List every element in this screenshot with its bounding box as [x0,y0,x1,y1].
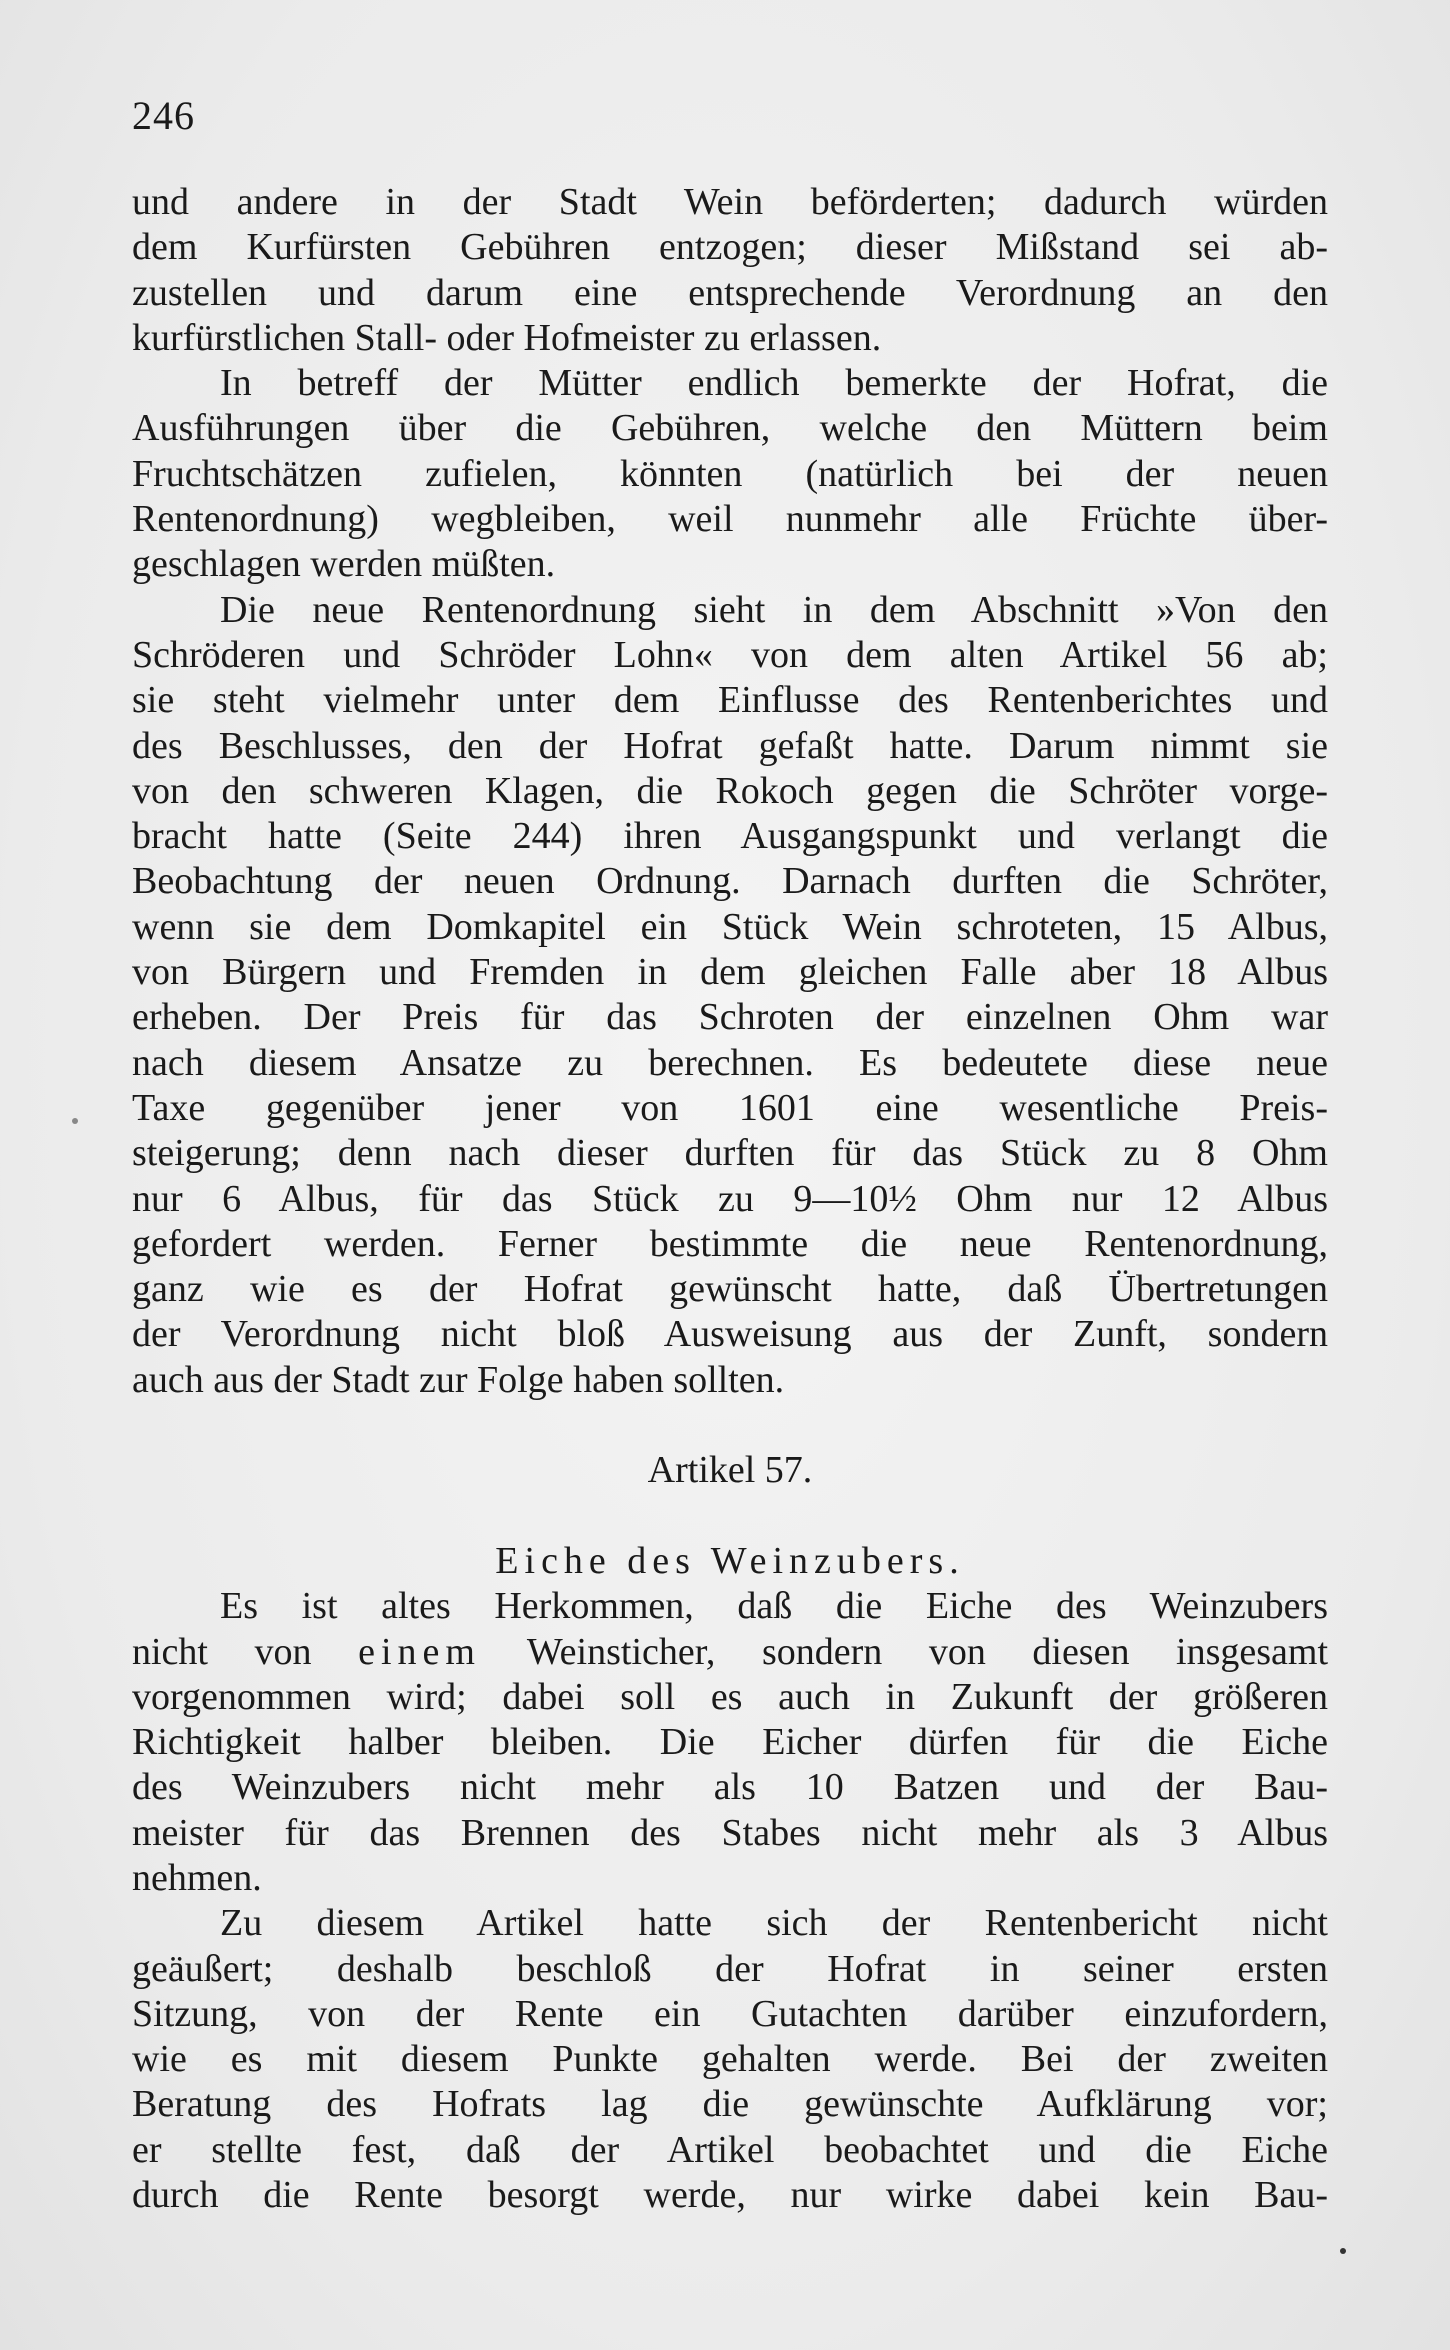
text-run: Weinsticher, sondern von diesen insgesamt [480,1630,1329,1673]
text-line: Die neue Rentenordnung sieht in dem Abschnitt »Von den [220,588,1328,631]
text-line: nur 6 Albus, für das Stück zu 9—10½ Ohm nur 12 Albus [132,1177,1328,1220]
text-line: von Bürgern und Fremden in dem gleichen Falle aber 18 Albus [132,951,1328,994]
article-heading: Artikel 57. [647,1449,813,1492]
spacer [132,1403,1328,1448]
text-line: Beobachtung der neuen Ordnung. Darnach durften die Schröter, [132,860,1328,903]
text-line: geäußert; deshalb beschloß der Hofrat in seiner ersten [132,1947,1328,1990]
text-run: nicht von [132,1630,359,1673]
text-line: wenn sie dem Domkapitel ein Stück Wein schroteten, 15 Albus, [132,905,1328,948]
emphasized-word: einem [358,1630,481,1673]
text-line: In betreff der Mütter endlich bemerkte der Hofrat, die [220,362,1328,405]
text-line: Richtigkeit halber bleiben. Die Eicher dürfen für die Eiche [132,1721,1328,1764]
text-line [132,1630,1328,1675]
text-line: Beratung des Hofrats lag die gewünschte Aufklärung vor; [132,2083,1328,2126]
margin-speck [1340,2248,1346,2254]
text-line: auch aus der Stadt zur Folge haben sollten. [132,1358,785,1401]
text-line: Schröderen und Schröder Lohn« von dem alten Artikel 56 ab; [132,633,1328,676]
text-line: Sitzung, von der Rente ein Gutachten darüber einzufordern, [132,1992,1328,2035]
text-line: erheben. Der Preis für das Schroten der einzelnen Ohm war [132,996,1328,1039]
text-line: steigerung; denn nach dieser durften für das Stück zu 8 Ohm [132,1132,1328,1175]
text-line: des Beschlusses, den der Hofrat gefaßt hatte. Darum nimmt sie [132,724,1328,767]
text-line: Rentenordnung) wegbleiben, weil nunmehr alle Früchte über- [132,498,1328,541]
text-line: kurfürstlichen Stall- oder Hofmeister zu erlassen. [132,316,882,359]
text-line: meister für das Brennen des Stabes nicht mehr als 3 Albus [132,1811,1328,1854]
text-line: und andere in der Stadt Wein beförderten; dadurch würden [132,181,1328,223]
text-line: Taxe gegenüber jener von 1601 eine wesentliche Preis- [132,1086,1328,1129]
text-line: von den schweren Klagen, die Rokoch gegen die Schröter vorge- [132,769,1328,812]
text-line: der Verordnung nicht bloß Ausweisung aus der Zunft, sondern [132,1313,1328,1356]
text-line: ganz wie es der Hofrat gewünscht hatte, daß Übertretungen [132,1268,1328,1311]
text-line: bracht hatte (Seite 244) ihren Ausgangspunkt und verlangt die [132,815,1328,858]
text-line: wie es mit diesem Punkte gehalten werde. Bei der zweiten [132,2038,1328,2081]
text-line: Fruchtschätzen zufielen, könnten (natürlich bei der neuen [132,452,1328,495]
text-line: Zu diesem Artikel hatte sich der Rentenbericht nicht [220,1902,1328,1945]
text-line: nehmen. [132,1856,262,1899]
text-line: des Weinzubers nicht mehr als 10 Batzen und der Bau- [132,1766,1328,1809]
text-line: sie steht vielmehr unter dem Einflusse des Rentenberichtes und [132,679,1328,722]
page-number: 246 [132,93,195,138]
text-line: vorgenommen wird; dabei soll es auch in Zukunft der größeren [132,1675,1328,1718]
text-line: dem Kurfürsten Gebühren entzogen; dieser Mißstand sei ab- [132,226,1328,269]
text-line: Ausführungen über die Gebühren, welche den Müttern beim [132,407,1328,450]
body-text [132,180,1328,2218]
text-line: gefordert werden. Ferner bestimmte die neue Rentenordnung, [132,1222,1328,1265]
margin-speck [72,1118,78,1124]
text-line: nach diesem Ansatze zu berechnen. Es bedeutete diese neue [132,1041,1328,1084]
text-line: zustellen und darum eine entsprechende Verordnung an den [132,271,1328,314]
spacer [132,1494,1328,1539]
text-line: er stellte fest, daß der Artikel beobachtet und die Eiche [132,2128,1328,2171]
text-line: durch die Rente besorgt werde, nur wirke dabei kein Bau- [132,2174,1328,2217]
text-line: geschlagen werden müßten. [132,543,556,586]
article-title: Eiche des Weinzubers. [495,1539,965,1582]
text-line: Es ist altes Herkommen, daß die Eiche des Weinzubers [220,1585,1328,1628]
